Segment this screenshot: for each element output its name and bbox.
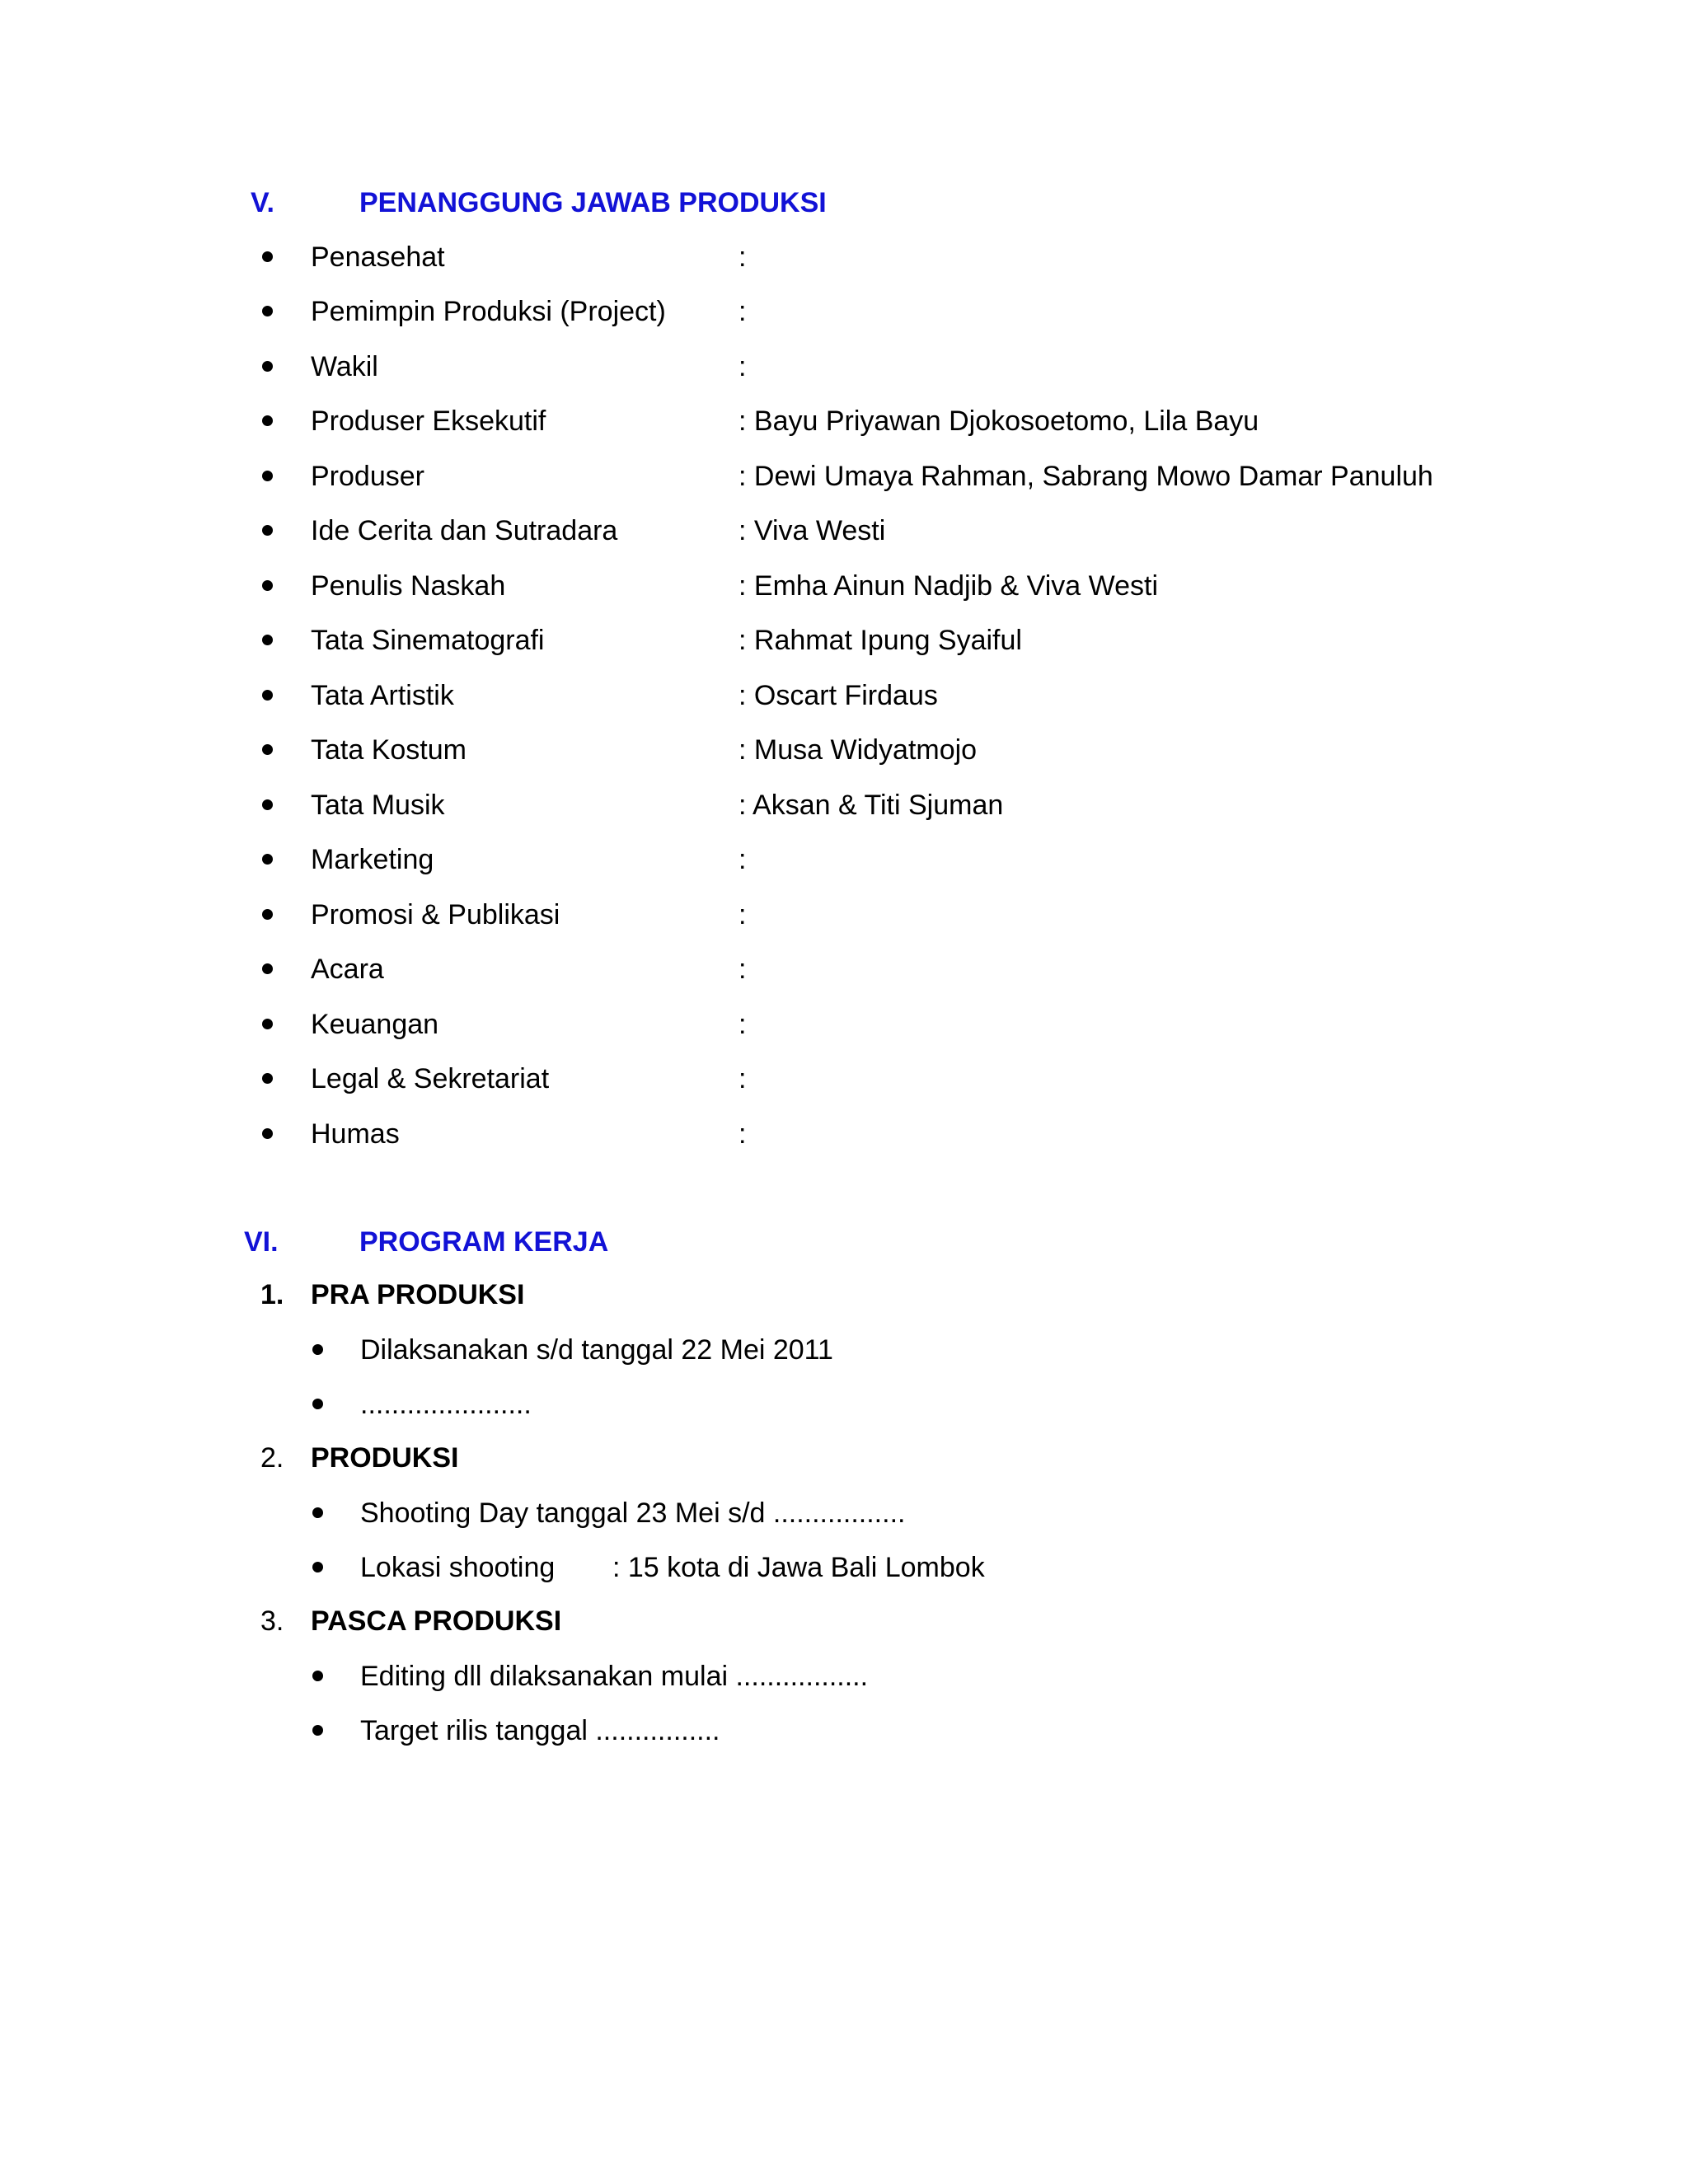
role-label: Tata Kostum <box>311 734 467 766</box>
phase-title: PRA PRODUKSI <box>311 1279 525 1310</box>
section-vi-title: PROGRAM KERJA <box>359 1226 609 1258</box>
bullet-icon <box>312 1399 323 1409</box>
role-value: : Emha Ainun Nadjib & Viva Westi <box>738 570 1159 602</box>
bullet-icon <box>262 690 273 701</box>
section-v-title: PENANGGUNG JAWAB PRODUKSI <box>359 187 827 218</box>
role-label: Penulis Naskah <box>311 570 506 602</box>
list-item <box>0 1660 1688 1714</box>
list-item <box>0 295 1688 349</box>
list-item <box>0 1388 1688 1442</box>
bullet-icon <box>262 854 273 865</box>
phase-header <box>0 1605 1688 1659</box>
location-value: : 15 kota di Jawa Bali Lombok <box>612 1552 985 1583</box>
role-label: Tata Sinematografi <box>311 625 545 656</box>
role-value: : <box>738 954 747 985</box>
bullet-icon <box>312 1344 323 1355</box>
phase-item: Target rilis tanggal ................ <box>360 1715 720 1746</box>
phase-number: 1. <box>260 1279 284 1310</box>
bullet-icon <box>312 1671 323 1681</box>
list-item <box>0 898 1688 953</box>
list-item <box>0 1008 1688 1062</box>
bullet-icon <box>262 361 273 372</box>
list-item <box>0 1551 1688 1605</box>
bullet-icon <box>262 635 273 645</box>
role-value: : <box>738 1063 747 1094</box>
bullet-icon <box>312 1725 323 1736</box>
role-label: Wakil <box>311 351 378 382</box>
list-item <box>0 1497 1688 1551</box>
role-label: Promosi & Publikasi <box>311 899 560 930</box>
bullet-icon <box>262 1073 273 1084</box>
role-label: Tata Musik <box>311 790 445 821</box>
bullet-icon <box>262 909 273 920</box>
phase-header <box>0 1441 1688 1496</box>
role-label: Humas <box>311 1118 400 1150</box>
role-value: : <box>738 844 747 875</box>
role-label: Produser <box>311 461 424 492</box>
role-label: Legal & Sekretariat <box>311 1063 550 1094</box>
bullet-icon <box>262 415 273 426</box>
bullet-icon <box>262 963 273 974</box>
bullet-icon <box>262 744 273 755</box>
role-value: : <box>738 351 747 382</box>
role-value: : <box>738 1009 747 1040</box>
bullet-icon <box>262 1128 273 1139</box>
list-item <box>0 241 1688 295</box>
list-item <box>0 843 1688 898</box>
role-label: Tata Artistik <box>311 680 454 711</box>
list-item <box>0 679 1688 733</box>
list-item <box>0 1714 1688 1769</box>
section-v-number: V. <box>251 187 275 218</box>
list-item <box>0 1062 1688 1117</box>
phase-item: Dilaksanakan s/d tanggal 22 Mei 2011 <box>360 1334 833 1366</box>
bullet-icon <box>262 525 273 536</box>
phase-item: Shooting Day tanggal 23 Mei s/d ................. <box>360 1497 906 1529</box>
role-value: : Viva Westi <box>738 515 886 546</box>
bullet-icon <box>312 1507 323 1518</box>
role-value: : Musa Widyatmojo <box>738 734 978 766</box>
role-value: : Aksan & Titi Sjuman <box>738 790 1004 821</box>
list-item <box>0 514 1688 569</box>
role-value: : Oscart Firdaus <box>738 680 938 711</box>
list-item <box>0 1333 1688 1388</box>
list-item <box>0 789 1688 843</box>
bullet-icon <box>262 306 273 316</box>
list-item <box>0 1118 1688 1172</box>
list-item <box>0 350 1688 405</box>
role-value: : Rahmat Ipung Syaiful <box>738 625 1022 656</box>
bullet-icon <box>262 251 273 262</box>
list-item <box>0 405 1688 459</box>
list-item <box>0 953 1688 1007</box>
role-value: : <box>738 1118 747 1150</box>
role-value: : Bayu Priyawan Djokosoetomo, Lila Bayu <box>738 405 1259 437</box>
list-item <box>0 624 1688 678</box>
role-label: Marketing <box>311 844 434 875</box>
list-item <box>0 733 1688 788</box>
role-value: : <box>738 241 747 273</box>
list-item <box>0 460 1688 514</box>
list-item <box>0 569 1688 624</box>
phase-title: PASCA PRODUKSI <box>311 1605 562 1637</box>
location-label: Lokasi shooting <box>360 1552 556 1583</box>
bullet-icon <box>312 1562 323 1572</box>
section-vi-number: VI. <box>244 1226 279 1258</box>
role-value: : Dewi Umaya Rahman, Sabrang Mowo Damar Panuluh <box>738 461 1433 492</box>
phase-title: PRODUKSI <box>311 1442 459 1474</box>
bullet-icon <box>262 580 273 591</box>
role-label: Ide Cerita dan Sutradara <box>311 515 618 546</box>
phase-number: 2. <box>260 1442 284 1474</box>
role-label: Penasehat <box>311 241 445 273</box>
phase-number: 3. <box>260 1605 284 1637</box>
role-value: : <box>738 899 747 930</box>
role-label: Pemimpin Produksi (Project) <box>311 296 666 327</box>
phase-item: ...................... <box>360 1389 532 1420</box>
phase-header <box>0 1278 1688 1333</box>
bullet-icon <box>262 799 273 810</box>
phase-item: Editing dll dilaksanakan mulai ................. <box>360 1661 869 1692</box>
role-label: Keuangan <box>311 1009 439 1040</box>
role-label: Produser Eksekutif <box>311 405 546 437</box>
role-value: : <box>738 296 747 327</box>
bullet-icon <box>262 471 273 481</box>
role-label: Acara <box>311 954 384 985</box>
bullet-icon <box>262 1019 273 1029</box>
